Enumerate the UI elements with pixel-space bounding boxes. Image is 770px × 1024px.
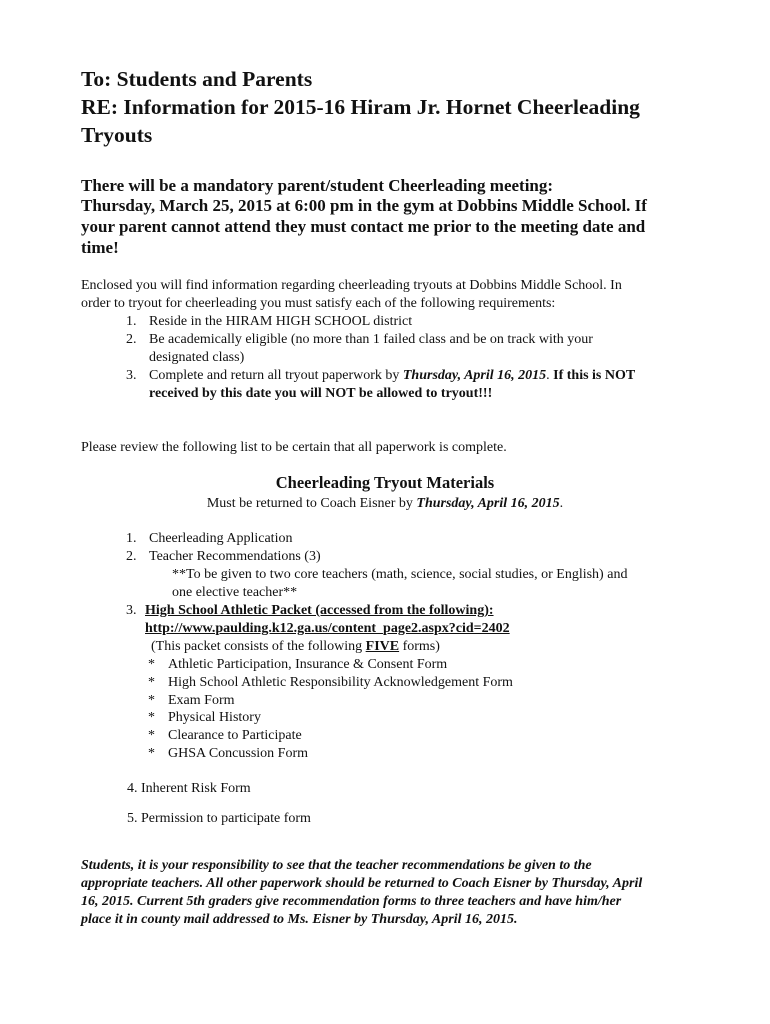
meeting-line-1: There will be a mandatory parent/student Cheerleading meeting: <box>81 176 554 195</box>
requirement-1: Reside in the HIRAM HIGH SCHOOL district <box>149 314 413 329</box>
requirement-3-line-1 <box>149 367 635 385</box>
meeting-line-2: Thursday, March 25, 2015 at 6:00 pm in the gym at Dobbins Middle School. If <box>81 196 647 215</box>
material-3-title: High School Athletic Packet (accessed from the following): <box>145 603 494 618</box>
footer-line-3: 16, 2015. Current 5th graders give recommendation forms to three teachers and have him/her <box>81 894 622 909</box>
memo-to-line: To: Students and Parents <box>81 67 313 91</box>
requirement-2-number: 2. <box>126 332 137 347</box>
materials-deadline: Thursday, April 16, 2015 <box>416 496 560 511</box>
requirement-3-warning: If this is NOT <box>553 368 636 383</box>
form-item-label: GHSA Concussion Form <box>168 746 309 761</box>
footer-line-4: place it in county mail addressed to Ms. Eisner by Thursday, April 16, 2015. <box>81 912 518 927</box>
material-3-five: FIVE <box>365 639 400 654</box>
requirement-3-period: . <box>546 368 554 383</box>
material-4: 4. Inherent Risk Form <box>127 781 251 796</box>
requirement-1-number: 1. <box>126 314 137 329</box>
materials-title: Cheerleading Tryout Materials <box>275 473 495 492</box>
bullet-asterisk: * <box>148 675 155 690</box>
requirement-2-line-1: Be academically eligible (no more than 1 failed class and be on track with your <box>149 332 593 347</box>
material-3-consists-end: forms) <box>399 639 440 654</box>
bullet-asterisk: * <box>148 693 155 708</box>
footer-line-2: appropriate teachers. All other paperwork should be returned to Coach Eisner by Thursday, April <box>81 876 643 891</box>
material-2-note-line-1: **To be given to two core teachers (math, science, social studies, or English) and <box>172 567 628 582</box>
form-item-label: Clearance to Participate <box>168 728 302 743</box>
form-item <box>148 656 447 674</box>
bullet-asterisk: * <box>148 710 155 725</box>
material-3-consists-text: (This packet consists of the following <box>151 639 366 654</box>
material-2-number: 2. <box>126 549 137 564</box>
requirement-3-number: 3. <box>126 368 137 383</box>
form-item-label: Physical History <box>168 710 261 725</box>
materials-subtitle-text: Must be returned to Coach Eisner by <box>206 496 417 511</box>
material-3-number: 3. <box>126 603 137 618</box>
athletic-packet-link[interactable]: http://www.paulding.k12.ga.us/content_page2.aspx?cid=2402 <box>145 621 510 636</box>
meeting-line-3: your parent cannot attend they must contact me prior to the meeting date and <box>81 217 646 236</box>
review-instruction: Please review the following list to be certain that all paperwork is complete. <box>81 440 507 455</box>
material-1-number: 1. <box>126 531 137 546</box>
memo-re-continuation: Tryouts <box>81 123 153 147</box>
material-1: Cheerleading Application <box>149 531 293 546</box>
bullet-asterisk: * <box>148 746 155 761</box>
requirement-3-line-2: received by this date you will NOT be allowed to tryout!!! <box>149 386 493 401</box>
material-2-note-line-2: one elective teacher** <box>172 585 298 600</box>
requirement-3-deadline: Thursday, April 16, 2015 <box>402 368 547 383</box>
footer-line-1: Students, it is your responsibility to see that the teacher recommendations be given to the <box>81 858 592 873</box>
form-item <box>148 709 261 727</box>
material-5: 5. Permission to participate form <box>127 811 311 826</box>
materials-subtitle <box>0 495 770 513</box>
form-item-label: High School Athletic Responsibility Acknowledgement Form <box>168 675 513 690</box>
intro-line-1: Enclosed you will find information regarding cheerleading tryouts at Dobbins Middle School. In <box>81 278 622 293</box>
requirement-3-text: Complete and return all tryout paperwork by <box>149 368 403 383</box>
form-item <box>148 674 513 692</box>
bullet-asterisk: * <box>148 657 155 672</box>
material-3-consists <box>151 638 440 656</box>
intro-line-2: order to tryout for cheerleading you must satisfy each of the following requirements: <box>81 296 556 311</box>
material-2: Teacher Recommendations (3) <box>149 549 321 564</box>
form-item <box>148 727 302 745</box>
form-item <box>148 692 235 710</box>
requirement-2-line-2: designated class) <box>149 350 245 365</box>
bullet-asterisk: * <box>148 728 155 743</box>
form-item <box>148 745 308 763</box>
form-item-label: Exam Form <box>168 693 235 708</box>
form-item-label: Athletic Participation, Insurance & Consent Form <box>168 657 448 672</box>
materials-subtitle-end: . <box>559 496 564 511</box>
memo-re-line: RE: Information for 2015-16 Hiram Jr. Hornet Cheerleading <box>81 95 640 119</box>
meeting-line-4: time! <box>81 238 119 257</box>
